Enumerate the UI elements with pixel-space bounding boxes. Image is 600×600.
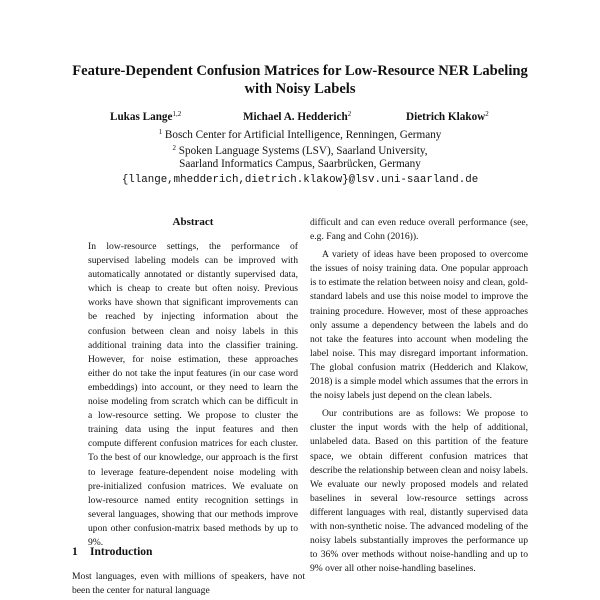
section-title: Introduction bbox=[90, 546, 153, 558]
affiliation-2: $^2$ Spoken Language Systems (LSV), Saarland University, bbox=[172, 144, 428, 157]
author-1: Lukas Lange$^{1,2}$ bbox=[110, 110, 182, 123]
title-line-2: with Noisy Labels bbox=[244, 81, 356, 97]
author-2-affil: 2 bbox=[347, 110, 352, 118]
introduction-text bbox=[72, 570, 305, 598]
author-2: Michael A. Hedderich$^2$ bbox=[243, 110, 352, 123]
right-column-text bbox=[310, 216, 528, 576]
abstract-heading: Abstract bbox=[172, 216, 214, 228]
author-3: Dietrich Klakow$^2$ bbox=[406, 110, 489, 123]
author-1-affil: 1,2 bbox=[172, 110, 182, 118]
author-3-affil: 2 bbox=[485, 110, 489, 118]
affiliation-2-cont: Saarland Informatics Campus, Saarbrücken, Germany bbox=[179, 158, 421, 170]
author-email: {llange,mhedderich,dietrich.klakow}@lsv.uni-saarland.de bbox=[121, 174, 479, 186]
right-paragraph-3: Our contributions are as follows: We propose to cluster the input words with the help of additional, unlabeled data. Based on this partition of the feature space, we obtain different confusion matrices that describe the relationship between clean and noisy labels. We evaluate our newly proposed models and related baselines in several low-resource settings across different languages with real, distantly supervised data with non-synthetic noise. The advanced modeling of the noisy labels substantially improves the performance up to 36% over methods without noise-handling and up to 9% over all other noise-handling baselines. bbox=[310, 408, 528, 575]
abstract-text bbox=[88, 240, 298, 550]
title-line-1: Feature-Dependent Confusion Matrices for Low-Resource NER Labeling bbox=[72, 63, 528, 79]
right-paragraph-2: A variety of ideas have been proposed to overcome the issues of noisy training data. One popular approach is to estimate the relation between noisy and clean, gold-standard labels and use this noise model to improve the training procedure. However, most of these approaches only assume a dependency between the labels and do not take the features into account when modeling the label noise. This may disregard important information. The global confusion matrix (Hedderich and Klakow, 2018) is a simple model which assumes that the errors in the noisy labels just depend on the clean labels. bbox=[310, 249, 528, 402]
introduction-paragraph: Most languages, even with millions of speakers, have not been the center for natural language bbox=[72, 571, 305, 597]
section-heading-introduction bbox=[72, 546, 152, 558]
right-paragraph-1: difficult and can even reduce overall performance (see, e.g. Fang and Cohn (2016)). bbox=[310, 217, 528, 243]
affiliation-1: $^1$ Bosch Center for Artificial Intelligence, Renningen, Germany bbox=[158, 128, 442, 141]
section-number: 1 bbox=[72, 546, 78, 558]
paper-title bbox=[60, 62, 540, 98]
abstract-paragraph: In low-resource settings, the performance of supervised labeling models can be improved with automatically annotated or distantly supervised data, which is cheap to create but often noisy. Previous works have shown that significant improvements can be reached by injecting information about the confusion between clean and noisy labels in this additional training data into the classifier training. However, for noise estimation, these approaches either do not take the input features (in our case word embeddings) into account, or they need to learn the noise modeling from scratch which can be difficult in a low-resource setting. We propose to cluster the training data using the input features and then compute different confusion matrices for each cluster. To the best of our knowledge, our approach is the first to leverage feature-dependent noise modeling with pre-initialized confusion matrices. We evaluate on low-resource named entity recognition settings in several languages, showing that our methods improve upon other confusion-matrix based methods by up to 9%. bbox=[88, 241, 298, 548]
